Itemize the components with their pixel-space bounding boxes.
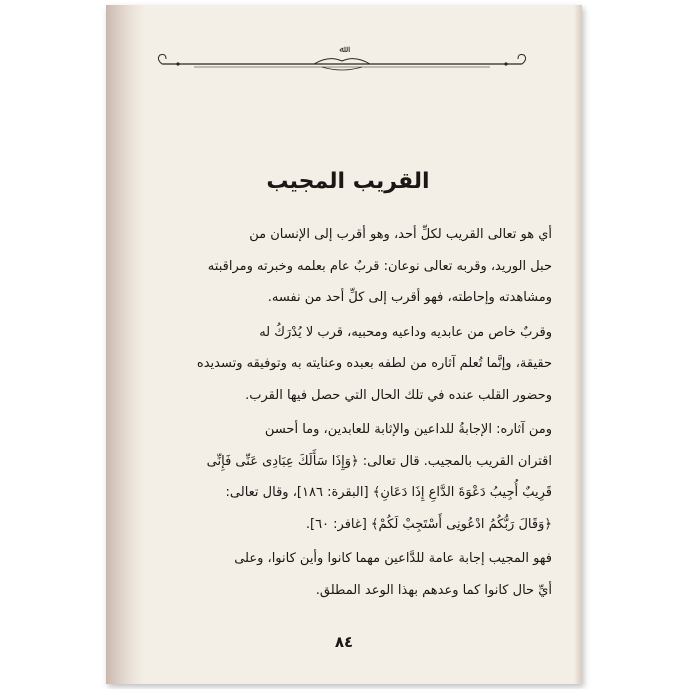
- text-line: وحضور القلب عنده في تلك الحال التي حصل فيها القرب.: [245, 387, 552, 403]
- text-line: أيِّ حال كانوا كما وعدهم بهذا الوعد المطلق.: [315, 582, 552, 598]
- page-content: [144, 165, 552, 609]
- chapter-title: القريب المجيب: [266, 169, 430, 194]
- paragraph-4: [144, 543, 552, 606]
- text-line: ومن آثاره: الإجابةُ للداعين والإثابة للعابدين، وما أحسن: [264, 422, 552, 437]
- header-ornament: [154, 45, 530, 75]
- paragraph-1: [144, 219, 552, 314]
- paragraph-3: [144, 414, 552, 540]
- text-line: ومشاهدته وإحاطته، فهو أقرب إلى كلِّ أحد من نفسه.: [267, 290, 552, 305]
- text-line: فهو المجيب إجابة عامة للدَّاعين مهما كانوا وأين كانوا، وعلى: [234, 551, 552, 566]
- text-line: اقتران القريب بالمجيب. قال تعالى: ﴿وَإِذَا سَأَلَكَ عِبَادِى عَنِّى فَإِنِّى: [206, 453, 552, 469]
- running-head: ﷲ: [339, 45, 345, 55]
- paragraph-2: [144, 317, 552, 412]
- page-edge-shadow: [574, 5, 582, 684]
- text-line: حبل الوريد، وقربه تعالى نوعان: قربٌ عام بعلمه وخبرته ومراقبته: [207, 258, 552, 274]
- text-line: أي هو تعالى القريب لكلِّ أحد، وهو أقرب إلى الإنسان من: [249, 227, 552, 242]
- text-line: وقربٌ خاص من عابديه وداعيه ومحبيه، قرب لا يُدْرَكُ له: [259, 324, 552, 340]
- page-number: ٨٤: [334, 633, 354, 651]
- text-line: قَرِيبٌ أُجِيبُ دَعْوَةَ الدَّاعِ إِذَا دَعَانِ﴾ [البقرة: ١٨٦]، وقال تعالى:: [225, 485, 552, 500]
- book-page: [106, 5, 582, 684]
- text-line: حقيقة، وإنَّما تُعلم آثاره من لطفه بعبده وعنايته به وتوفيقه وتسديده: [196, 356, 552, 371]
- text-line: ﴿وَقَالَ رَبُّكُمُ ادْعُونِى أَسْتَجِبْ لَكُمْ﴾ [غافر: ٦٠].: [305, 516, 552, 532]
- book-spine-shadow: [106, 5, 144, 684]
